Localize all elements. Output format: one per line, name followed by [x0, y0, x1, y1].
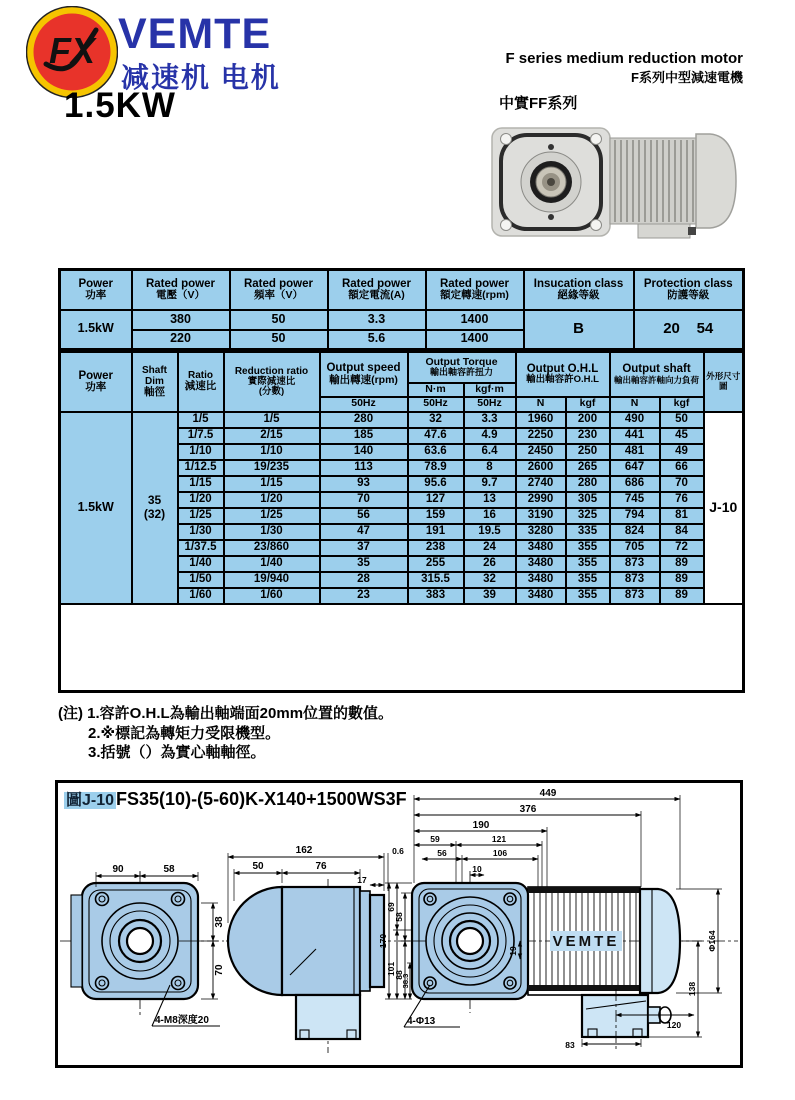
- dim-label: 90: [112, 864, 124, 875]
- spec-cell: 93: [320, 476, 408, 492]
- spec-cell: 1/20: [224, 492, 320, 508]
- dim-label: 70: [214, 964, 225, 976]
- col-voltage: Rated power 電壓（V）: [132, 270, 230, 310]
- brand-subtitle: 减速机 电机: [121, 62, 281, 93]
- note-line: 3.括號（）為實心軸軸徑。: [88, 744, 266, 761]
- spec-cell: 70: [320, 492, 408, 508]
- col-ratio: Ratio 減速比: [178, 352, 224, 412]
- spec-cell: 383: [408, 588, 464, 604]
- dim-label: 19: [508, 946, 518, 956]
- spec-cell: 230: [566, 428, 610, 444]
- spec-cell: 3480: [516, 540, 566, 556]
- spec-cell: 1/40: [178, 556, 224, 572]
- spec-cell: 45: [660, 428, 704, 444]
- col-shaft-dim: Shaft Dim 軸徑: [132, 352, 178, 412]
- spec-cell: 49: [660, 444, 704, 460]
- spec-table-body: [60, 412, 744, 692]
- col-frequency: Rated power 頻率（V）: [230, 270, 328, 310]
- spec-cell: 794: [610, 508, 660, 524]
- spec-cell: 56: [320, 508, 408, 524]
- dimension-drawing-panel: [55, 780, 743, 1068]
- frequency-value: 50: [230, 330, 328, 350]
- spec-cell: 255: [408, 556, 464, 572]
- spec-cell: 35: [320, 556, 408, 572]
- spec-cell: 315.5: [408, 572, 464, 588]
- spec-cell: 2740: [516, 476, 566, 492]
- spec-cell: 3480: [516, 572, 566, 588]
- unit-n: N: [516, 397, 566, 412]
- dim-label: 121: [491, 834, 507, 844]
- technical-drawing: [58, 783, 742, 1066]
- spec-cell: 1/10: [224, 444, 320, 460]
- spec-cell: 89: [660, 556, 704, 572]
- spec-cell: 63.6: [408, 444, 464, 460]
- spec-cell: 3480: [516, 556, 566, 572]
- drawing-ref-tag: 圖J-10: [66, 792, 115, 809]
- spec-cell: 3190: [516, 508, 566, 524]
- spec-cell: 8: [464, 460, 516, 476]
- col-speed: Rated power 額定轉速(rpm): [426, 270, 524, 310]
- spec-cell: 113: [320, 460, 408, 476]
- notes: [58, 704, 393, 763]
- col-protection: Protection class 防護等級: [634, 270, 744, 310]
- spec-cell: 1/15: [224, 476, 320, 492]
- dim-label: 162: [295, 845, 313, 856]
- spec-cell: 647: [610, 460, 660, 476]
- speed-value: 1400: [426, 310, 524, 330]
- spec-cell: 1/50: [178, 572, 224, 588]
- spec-cell: 89: [660, 588, 704, 604]
- current-value: 3.3: [328, 310, 426, 330]
- dim-label: 56: [437, 848, 447, 858]
- spec-filler-row: [60, 604, 744, 692]
- spec-cell: 2990: [516, 492, 566, 508]
- hz-speed: 50Hz: [320, 397, 408, 412]
- spec-cell: 824: [610, 524, 660, 540]
- spec-cell: 47.6: [408, 428, 464, 444]
- spec-cell: 2250: [516, 428, 566, 444]
- power-table-header: [60, 270, 744, 310]
- gearmotor-photo: [488, 124, 740, 242]
- dim-label: 83: [565, 1040, 575, 1050]
- spec-cell: 3280: [516, 524, 566, 540]
- unit-n: N: [610, 397, 660, 412]
- dim-label: Φ164: [707, 930, 717, 952]
- col-power: Power 功率: [60, 352, 132, 412]
- spec-cell: 1/7.5: [178, 428, 224, 444]
- spec-cell: 16: [464, 508, 516, 524]
- spec-cell: 95.6: [408, 476, 464, 492]
- dim-label: 76: [315, 861, 327, 872]
- spec-cell: 873: [610, 556, 660, 572]
- hz-kgfm: 50Hz: [464, 397, 516, 412]
- spec-cell: 32: [464, 572, 516, 588]
- drawing-model-code: FS35(10)-(5-60)K-X140+1500WS3F: [116, 789, 407, 809]
- col-output-speed: Output speed 輸出轉速(rpm): [320, 352, 408, 397]
- spec-cell: 2/15: [224, 428, 320, 444]
- spec-cell: 1/60: [224, 588, 320, 604]
- dim-label: 58: [163, 864, 175, 875]
- spec-cell: 1/20: [178, 492, 224, 508]
- unit-kgf: kgf: [660, 397, 704, 412]
- dim-label: 10: [472, 864, 482, 874]
- spec-cell: 355: [566, 572, 610, 588]
- spec-cell: 238: [408, 540, 464, 556]
- spec-cell: 355: [566, 540, 610, 556]
- dim-label: 88: [394, 970, 404, 980]
- spec-cell: 6.4: [464, 444, 516, 460]
- spec-cell: 335: [566, 524, 610, 540]
- shaft-dim-value: 35 (32): [132, 412, 178, 604]
- series-title-zh: F系列中型減速電機: [631, 70, 743, 85]
- drawing-ref-value: J-10: [704, 412, 744, 604]
- spec-cell: 1/25: [224, 508, 320, 524]
- spec-cell: 705: [610, 540, 660, 556]
- spec-cell: 1/12.5: [178, 460, 224, 476]
- protection-value: 20 54: [634, 310, 744, 350]
- col-outline-drawing: 外形尺寸圖: [704, 352, 744, 412]
- power-table: [58, 268, 745, 351]
- unit-nm: N·m: [408, 383, 464, 397]
- brand-wordmark: VEMTE: [118, 10, 272, 58]
- spec-cell: 1/30: [178, 524, 224, 540]
- power-heading: 1.5KW: [64, 86, 176, 125]
- spec-cell: 72: [660, 540, 704, 556]
- power-value: 1.5kW: [60, 310, 132, 350]
- spec-cell: 159: [408, 508, 464, 524]
- dim-label: 101: [386, 961, 396, 977]
- spec-cell: 1960: [516, 412, 566, 428]
- spec-cell: 76: [660, 492, 704, 508]
- insulation-value: B: [524, 310, 634, 350]
- spec-cell: 1/30: [224, 524, 320, 540]
- spec-cell: 481: [610, 444, 660, 460]
- spec-cell: 280: [566, 476, 610, 492]
- spec-cell: 873: [610, 572, 660, 588]
- spec-cell: 325: [566, 508, 610, 524]
- spec-row: [60, 412, 744, 428]
- spec-cell: 1/5: [178, 412, 224, 428]
- vemte-logo-icon: [26, 6, 118, 98]
- spec-cell: 50: [660, 412, 704, 428]
- dim-label: 59: [430, 834, 440, 844]
- spec-cell: 305: [566, 492, 610, 508]
- spec-cell: 23: [320, 588, 408, 604]
- spec-cell: 84: [660, 524, 704, 540]
- voltage-value: 220: [132, 330, 230, 350]
- spec-cell: 1/60: [178, 588, 224, 604]
- spec-cell: 28: [320, 572, 408, 588]
- spec-table-header: [60, 352, 744, 383]
- spec-cell: 686: [610, 476, 660, 492]
- spec-cell: 140: [320, 444, 408, 460]
- dim-label: 0.6: [392, 846, 404, 856]
- spec-cell: 78.9: [408, 460, 464, 476]
- col-insulation: Insucation class 絕緣等級: [524, 270, 634, 310]
- dim-label: 38: [214, 916, 225, 928]
- spec-cell: 19/940: [224, 572, 320, 588]
- spec-cell: 39: [464, 588, 516, 604]
- drawing-title: [64, 787, 407, 810]
- spec-cell: 127: [408, 492, 464, 508]
- spec-cell: 250: [566, 444, 610, 460]
- unit-kgf: kgf: [566, 397, 610, 412]
- hz-nm: 50Hz: [408, 397, 464, 412]
- spec-power-value: 1.5kW: [60, 412, 132, 604]
- spec-cell: 19/235: [224, 460, 320, 476]
- spec-cell: 81: [660, 508, 704, 524]
- spec-cell: 441: [610, 428, 660, 444]
- spec-cell: 32: [408, 412, 464, 428]
- dim-label: 376: [519, 804, 537, 815]
- motor-brand-text: VEMTE: [552, 933, 620, 950]
- note-line: (注) 1.容許O.H.L為輸出軸端面20mm位置的數值。: [58, 705, 394, 722]
- spec-cell: 24: [464, 540, 516, 556]
- series-label: 中實FF系列: [499, 95, 578, 112]
- dim-label: 69: [386, 902, 396, 912]
- note-line: 2.※標記為轉矩力受限機型。: [88, 724, 281, 742]
- spec-cell: 2450: [516, 444, 566, 460]
- current-value: 5.6: [328, 330, 426, 350]
- svg-text:FX: FX: [48, 30, 96, 71]
- spec-cell: 873: [610, 588, 660, 604]
- spec-cell: 1/5: [224, 412, 320, 428]
- spec-cell: 1/37.5: [178, 540, 224, 556]
- spec-cell: 3480: [516, 588, 566, 604]
- spec-cell: 490: [610, 412, 660, 428]
- spec-cell: 3.3: [464, 412, 516, 428]
- dim-label: 170: [378, 933, 388, 949]
- dim-label: 120: [666, 1020, 682, 1030]
- voltage-value: 380: [132, 310, 230, 330]
- spec-cell: 1/25: [178, 508, 224, 524]
- spec-cell: 4.9: [464, 428, 516, 444]
- col-output-torque: Output Torque 輸出軸容許扭力: [408, 352, 516, 383]
- spec-cell: 13: [464, 492, 516, 508]
- col-output-ohl: Output O.H.L 輸出軸容許O.H.L: [516, 352, 610, 397]
- spec-filler-cell: [60, 604, 744, 692]
- series-title-en: F series medium reduction motor: [505, 50, 743, 67]
- spec-cell: 47: [320, 524, 408, 540]
- spec-cell: 200: [566, 412, 610, 428]
- spec-cell: 2600: [516, 460, 566, 476]
- speed-value: 1400: [426, 330, 524, 350]
- spec-cell: 265: [566, 460, 610, 476]
- spec-cell: 191: [408, 524, 464, 540]
- col-reduction-ratio: Reduction ratio 實際減速比 (分數): [224, 352, 320, 412]
- spec-table: [58, 350, 745, 693]
- spec-cell: 66: [660, 460, 704, 476]
- spec-cell: 280: [320, 412, 408, 428]
- spec-cell: 37: [320, 540, 408, 556]
- spec-cell: 745: [610, 492, 660, 508]
- col-current: Rated power 額定電流(A): [328, 270, 426, 310]
- unit-kgfm: kgf·m: [464, 383, 516, 397]
- spec-cell: 89: [660, 572, 704, 588]
- dim-label: 50: [252, 861, 264, 872]
- spec-cell: 355: [566, 588, 610, 604]
- frequency-value: 50: [230, 310, 328, 330]
- dim-label: 138: [687, 981, 697, 997]
- spec-cell: 23/860: [224, 540, 320, 556]
- col-power: Power 功率: [60, 270, 132, 310]
- spec-cell: 19.5: [464, 524, 516, 540]
- dim-label: 17: [357, 875, 367, 885]
- spec-cell: 355: [566, 556, 610, 572]
- power-row-380: [60, 310, 744, 330]
- spec-cell: 9.7: [464, 476, 516, 492]
- col-output-shaft: Output shaft 輸出軸容許軸向力負荷: [610, 352, 704, 397]
- dim-label: 449: [539, 788, 557, 799]
- holes-note: 4-Φ13: [407, 1016, 436, 1027]
- spec-cell: 70: [660, 476, 704, 492]
- spec-cell: 1/15: [178, 476, 224, 492]
- spec-cell: 185: [320, 428, 408, 444]
- spec-cell: 26: [464, 556, 516, 572]
- dim-label: 106: [492, 848, 508, 858]
- spec-cell: 1/10: [178, 444, 224, 460]
- spec-cell: 1/40: [224, 556, 320, 572]
- dim-label: 58: [394, 912, 404, 922]
- tap-note: 4-M8深度20: [155, 1015, 209, 1026]
- dim-label: 190: [472, 820, 490, 831]
- dim-label: 38.3: [401, 973, 410, 989]
